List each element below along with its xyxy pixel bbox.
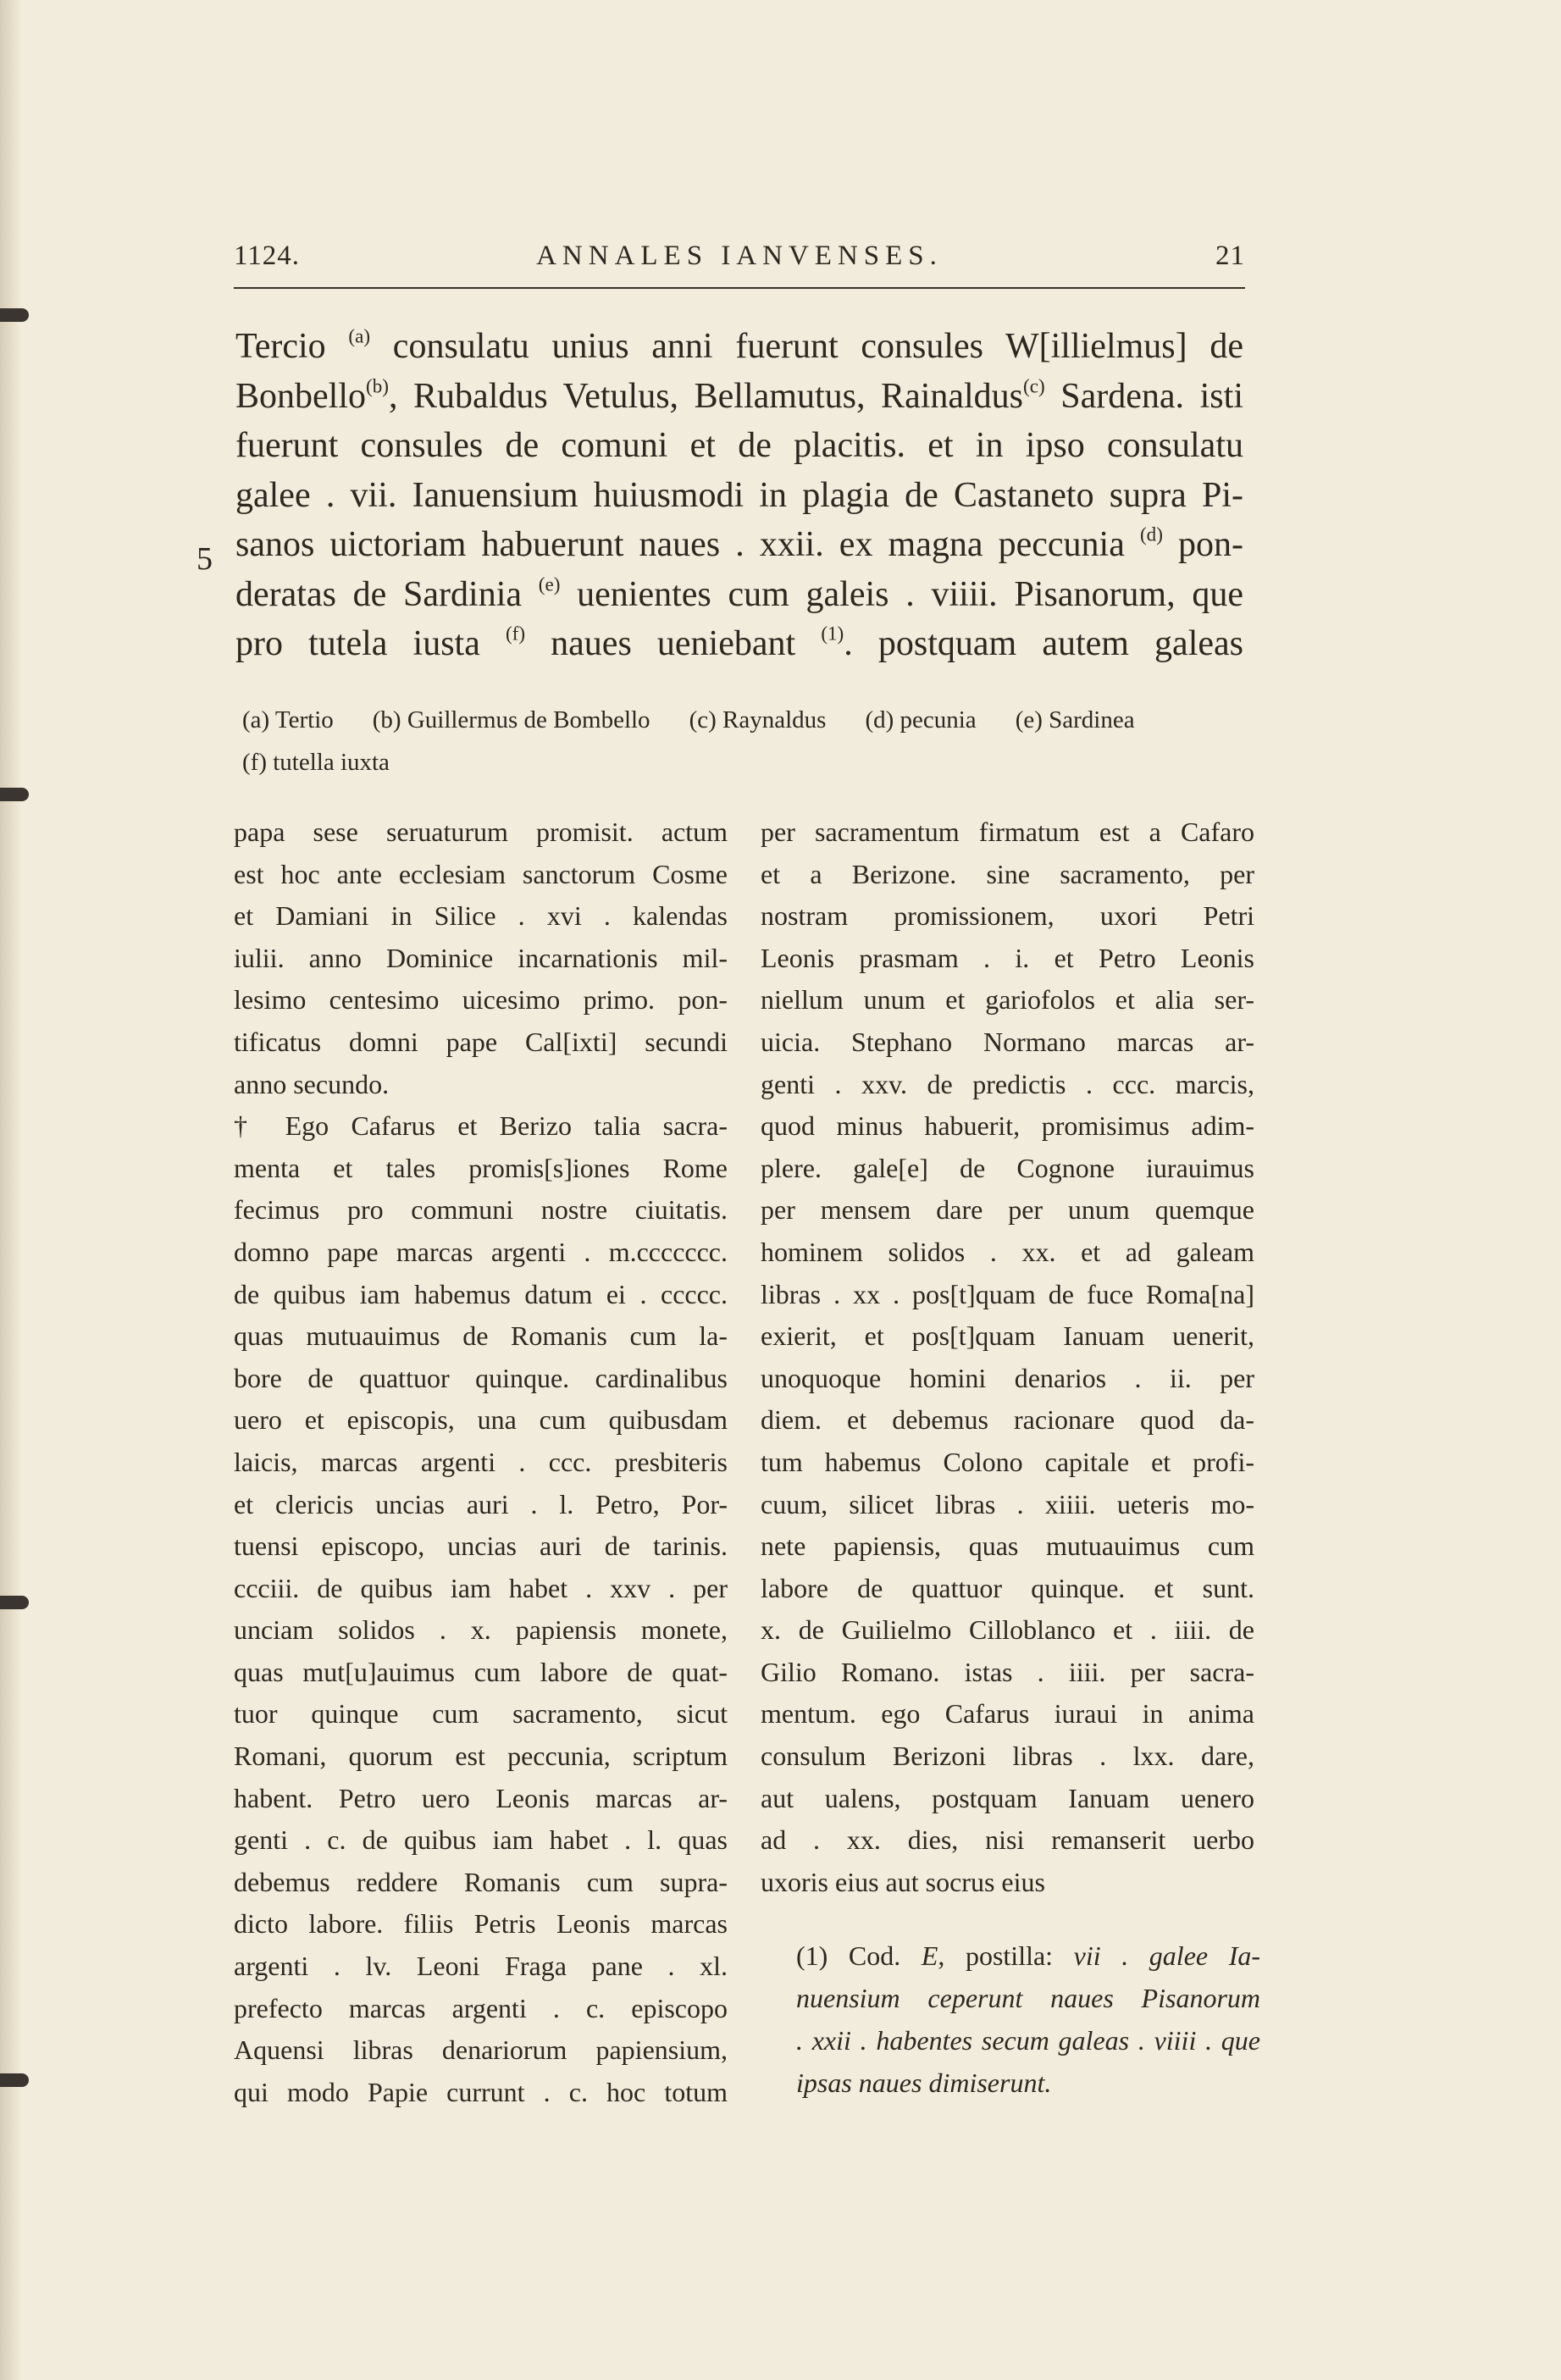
- footnote-line: ipsas naues dimiserunt.: [796, 2067, 1052, 2098]
- binding-staple: [0, 308, 29, 322]
- right-column-line: labore de quattuor quinque. et sunt.: [761, 1572, 1254, 1603]
- right-column-line: aut ualens, postquam Ianuam uenero: [761, 1782, 1254, 1813]
- left-column-line: quas mutuauimus de Romanis cum la-: [234, 1320, 728, 1352]
- left-column-line: lesimo centesimo uicesimo primo. pon-: [234, 984, 728, 1016]
- left-column-line: genti . c. de quibus iam habet . l. quas: [234, 1824, 728, 1856]
- main-text-line: deratas de Sardinia $^{(e)}$ uenientes cum galeis . viiii. Pisanorum, que: [235, 573, 1243, 614]
- left-column-line: domno pape marcas argenti . m.ccccccc.: [234, 1236, 728, 1267]
- main-text-line: sanos uictoriam habuerunt naues . xxii. ex magna peccunia $^{(d)}$ pon-: [235, 523, 1243, 564]
- left-column-line: laicis, marcas argenti . ccc. presbiteris: [234, 1446, 728, 1477]
- right-column-line: unoquoque homini denarios . ii. per: [761, 1362, 1254, 1393]
- variant-note: (d) pecunia: [865, 706, 977, 733]
- left-column-line: bore de quattuor quinque. cardinalibus: [234, 1362, 728, 1393]
- right-column-line: diem. et debemus racionare quod da-: [761, 1404, 1254, 1436]
- right-column-line: x. de Guilielmo Cilloblanco et . iiii. de: [761, 1614, 1254, 1646]
- right-column-line: uicia. Stephano Normano marcas ar-: [761, 1026, 1254, 1057]
- left-column-line: tificatus domni pape Cal[ixti] secundi: [234, 1026, 728, 1057]
- left-column-line: ccciii. de quibus iam habet . xxv . per: [234, 1572, 728, 1603]
- footnote-line: (1) Cod. E, postilla: vii . galee Ia-: [796, 1940, 1261, 1971]
- right-column-line: plere. gale[e] de Cognone iurauimus: [761, 1152, 1254, 1183]
- left-column-line: Aquensi libras denariorum papiensium,: [234, 2034, 728, 2066]
- right-column-line: ad . xx. dies, nisi remanserit uerbo: [761, 1824, 1254, 1856]
- left-column: [234, 811, 728, 2113]
- right-column-line: genti . xxv. de predictis . ccc. marcis,: [761, 1068, 1254, 1099]
- left-column-line: est hoc ante ecclesiam sanctorum Cosme: [234, 858, 728, 889]
- main-text-line: pro tutela iusta $^{(f)}$ naues ueniebant $^{(1)}$. postquam autem galeas: [235, 622, 1243, 663]
- line-number: 5: [197, 541, 213, 577]
- left-column-line: dicto labore. filiis Petris Leonis marcas: [234, 1908, 728, 1940]
- binding-staple: [0, 788, 29, 801]
- variant-note: (a) Tertio: [242, 706, 334, 733]
- variant-notes-row: [242, 699, 1242, 741]
- book-spine: [0, 0, 22, 2380]
- right-column-line: libras . xx . pos[t]quam de fuce Roma[na]: [761, 1278, 1254, 1309]
- variant-note: (b) Guillermus de Bombello: [372, 706, 650, 733]
- main-text: [235, 322, 1243, 669]
- variant-notes-row: [242, 741, 1242, 783]
- left-column-line: menta et tales promis[s]iones Rome: [234, 1152, 728, 1183]
- left-column-line: et Damiani in Silice . xvi . kalendas: [234, 900, 728, 932]
- main-text-line: fuerunt consules de comuni et de placitis. et in ipso consulatu: [235, 426, 1243, 465]
- right-column-line: niellum unum et gariofolos et alia ser-: [761, 984, 1254, 1016]
- variant-notes: [242, 699, 1242, 783]
- right-column-line: per sacramentum firmatum est a Cafaro: [761, 816, 1254, 847]
- left-column-line: uero et episcopis, una cum quibusdam: [234, 1404, 728, 1436]
- left-column-line: de quibus iam habemus datum ei . ccccc.: [234, 1278, 728, 1309]
- left-column-line: qui modo Papie currunt . c. hoc totum: [234, 2076, 728, 2107]
- binding-staple: [0, 2073, 29, 2087]
- right-column-line: cuum, silicet libras . xiiii. ueteris mo-: [761, 1488, 1254, 1519]
- left-column-line: tuensi episcopo, uncias auri de tarinis.: [234, 1530, 728, 1562]
- main-text-line: Tercio $^{(a)}$ consulatu unius anni fuerunt consules W[illielmus] de: [235, 324, 1243, 366]
- variant-note: (c) Raynaldus: [689, 706, 827, 733]
- right-column-line: tum habemus Colono capitale et profi-: [761, 1446, 1254, 1477]
- right-column-line: Leonis prasmam . i. et Petro Leonis: [761, 942, 1254, 973]
- header-year: 1124.: [234, 241, 301, 271]
- left-column-line: unciam solidos . x. papiensis monete,: [234, 1614, 728, 1646]
- left-column-line: † Ego Cafarus et Berizo talia sacra-: [234, 1110, 728, 1142]
- right-column-line: mentum. ego Cafarus iuraui in anima: [761, 1698, 1254, 1730]
- footnote-line: nuensium ceperunt naues Pisanorum: [796, 1983, 1260, 2013]
- footnote-line: . xxii . habentes secum galeas . viiii . que: [796, 2025, 1260, 2056]
- variant-note: (f) tutella iuxta: [242, 749, 390, 776]
- page-number: 21: [1215, 241, 1245, 271]
- main-text-line: galee . vii. Ianuensium huiusmodi in plagia de Castaneto supra Pi-: [235, 475, 1243, 515]
- right-column-line: Gilio Romano. istas . iiii. per sacra-: [761, 1656, 1254, 1687]
- right-column-line: nete papiensis, quas mutuauimus cum: [761, 1530, 1254, 1562]
- left-column-line: et clericis uncias auri . l. Petro, Por-: [234, 1488, 728, 1519]
- header-title: ANNALES IANVENSES.: [536, 241, 943, 271]
- header-rule: [234, 287, 1245, 289]
- right-column-line: uxoris eius aut socrus eius: [761, 1866, 1045, 1897]
- left-column-line: habent. Petro uero Leonis marcas ar-: [234, 1782, 728, 1813]
- running-header: [234, 241, 1245, 278]
- right-column-line: nostram promissionem, uxori Petri: [761, 900, 1254, 932]
- left-column-line: papa sese seruaturum promisit. actum: [234, 816, 728, 847]
- variant-note: (e) Sardinea: [1015, 706, 1135, 733]
- footnote: [796, 1934, 1260, 2104]
- right-column-line: hominem solidos . xx. et ad galeam: [761, 1236, 1254, 1267]
- main-text-line: Bonbello$^{(b)}$, Rubaldus Vetulus, Bellamutus, Rainaldus$^{(c)}$ Sardena. isti: [235, 374, 1243, 416]
- left-column-line: tuor quinque cum sacramento, sicut: [234, 1698, 728, 1730]
- left-column-line: Romani, quorum est peccunia, scriptum: [234, 1741, 728, 1772]
- left-column-line: quas mut[u]auimus cum labore de quat-: [234, 1656, 728, 1687]
- right-column: [761, 811, 1254, 1903]
- left-column-line: fecimus pro communi nostre ciuitatis.: [234, 1194, 728, 1226]
- right-column-line: quod minus habuerit, promisimus adim-: [761, 1110, 1254, 1142]
- right-column-line: exierit, et pos[t]quam Ianuam uenerit,: [761, 1320, 1254, 1352]
- left-column-line: anno secundo.: [234, 1068, 390, 1099]
- binding-staple: [0, 1596, 29, 1609]
- right-column-line: consulum Berizoni libras . lxx. dare,: [761, 1741, 1254, 1772]
- left-column-line: prefecto marcas argenti . c. episcopo: [234, 1992, 728, 2023]
- right-column-line: et a Berizone. sine sacramento, per: [761, 858, 1254, 889]
- left-column-line: iulii. anno Dominice incarnationis mil-: [234, 942, 728, 973]
- right-column-line: per mensem dare per unum quemque: [761, 1194, 1254, 1226]
- left-column-line: debemus reddere Romanis cum supra-: [234, 1866, 728, 1897]
- left-column-line: argenti . lv. Leoni Fraga pane . xl.: [234, 1951, 728, 1982]
